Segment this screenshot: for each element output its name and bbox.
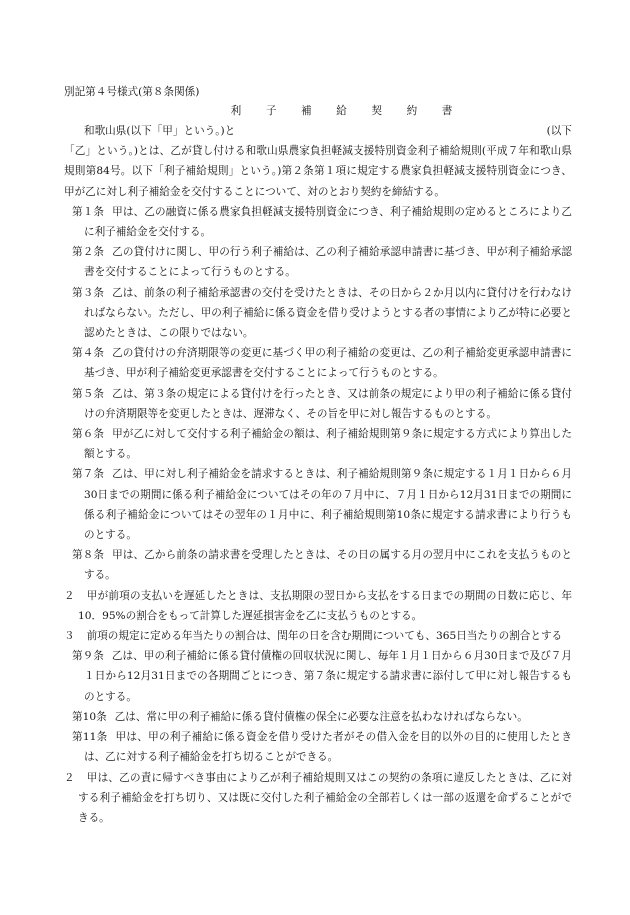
clause-text: 乙の貸付けの弁済期限等の変更に基づく甲の利子補給の変更は、乙の利子補給変更承認申請書に基づき、甲が利子補給変更承認書を交付することによって行うものとする。: [84, 347, 572, 380]
clause-article: [64, 727, 572, 767]
clause-number: 第６条: [72, 428, 105, 441]
clause-text: 乙は、常に甲の利子補給に係る貸付債権の保全に必要な注意を払わなければならない。: [114, 710, 528, 723]
clause-text: 乙は、甲に対し利子補給金を請求するときは、利子補給規則第９条に規定する１月１日から６月30日までの期間に係る利子補給金についてはその年の７月中に、７月１日から12月31日までの期間に係る利子補給金についてはその翌年の１月中に、利子補給規則第10条に規定する請求書により行うものとする。: [84, 468, 572, 542]
clause-number: 第８条: [72, 549, 105, 562]
clause-article: [64, 424, 572, 464]
clause-subparagraph: [64, 626, 572, 646]
clause-text: 乙は、第３条の規定による貸付けを行ったとき、又は前条の規定により甲の利子補給に係る貸付けの弁済期限等を変更したときは、遅滞なく、その旨を甲に対し報告するものとする。: [84, 387, 572, 420]
clause-article: [64, 283, 572, 344]
clause-number: 第９条: [72, 650, 104, 663]
clause-number: 第４条: [72, 347, 105, 360]
clause-number: 第10条: [72, 710, 107, 723]
clause-article: [64, 707, 572, 727]
clause-text: 甲は、乙の融資に係る農家負担軽減支援特別資金につき、利子補給規則の定めるところにより乙に利子補給金を交付する。: [84, 205, 572, 239]
clause-text: 乙は、甲の利子補給に係る貸付債権の回収状況に関し、毎年１月１日から６月30日まで及び７月１日から12月31日までの各期間ごとにつき、第７条に規定する請求書に添付して甲に対し報告するものとする。: [84, 650, 572, 703]
clause-text: 前項の規定に定める年当たりの割合は、閏年の日を含む期間についても、365日当たりの割合とする: [86, 630, 563, 643]
clause-number: ２: [64, 589, 75, 602]
intro-paragraph: 「乙」という。)とは、乙が貸し付ける和歌山県農家負担軽減支援特別資金利子補給規則(平成７年和歌山県規則第84号。以下「利子補給規則」という。)第２条第１項に規定する農家負担軽減支援特別資金につき、甲が乙に対し利子補給金を交付することについて、対のとおり契約を締結する。: [64, 145, 572, 198]
document-title: 利 子 補 給 契 約 書: [230, 105, 460, 117]
clause-article: [64, 343, 572, 383]
clause-list: [64, 202, 572, 828]
clause-text: 甲は、甲の利子補給に係る資金を借り受けた者がその借入金を目的以外の目的に使用したときは、乙に対する利子補給金を打ち切ることができる。: [84, 731, 572, 764]
clause-article: [64, 202, 572, 242]
clause-subparagraph: [64, 586, 572, 626]
clause-number: 第５条: [72, 387, 105, 400]
clause-article: [64, 545, 572, 585]
clause-article: [64, 646, 572, 707]
clause-number: ２: [64, 771, 75, 784]
clause-number: 第11条: [72, 731, 108, 744]
clause-text: 乙は、前条の利子補給承認書の交付を受けたときは、その日から２か月以内に貸付けを行わなければならない。ただし、甲の利子補給に係る資金を借り受けようとする者の事情により乙が特に必要と認めたときは、この限りではない。: [84, 286, 572, 340]
clause-number: 第２条: [72, 246, 105, 259]
clause-article: [64, 384, 572, 424]
intro-party-b-label: (以下: [546, 125, 572, 137]
clause-number: 第１条: [72, 205, 105, 218]
intro-party-a: 和歌山県(以下「甲」という。)と: [84, 125, 236, 137]
clause-article: [64, 242, 572, 282]
clause-subparagraph: [64, 768, 572, 829]
clause-number: 第３条: [72, 286, 105, 299]
clause-text: 甲は、乙の責に帰すべき事由により乙が利子補給規則又はこの契約の条項に違反したときは、乙に対する利子補給金を打ち切り、又は既に交付した利子補給金の全部若しくは一部の返還を命ずることができる。: [78, 771, 572, 824]
clause-text: 甲が前項の支払いを遅延したときは、支払期限の翌日から支払をする日までの期間の日数に応じ、年10．95%の割合をもって計算した遅延損害金を乙に支払うものとする。: [78, 589, 573, 622]
clause-article: [64, 464, 572, 545]
form-label: 別記第４号様式(第８条関係): [64, 86, 200, 98]
clause-text: 甲が乙に対して交付する利子補給金の額は、利子補給規則第９条に規定する方式により算出した額とする。: [84, 428, 572, 461]
clause-number: ３: [64, 630, 75, 643]
clause-text: 甲は、乙から前条の請求書を受理したときは、その日の属する月の翌月中にこれを支払うものとする。: [84, 549, 572, 582]
clause-number: 第７条: [72, 468, 105, 481]
clause-text: 乙の貸付けに関し、甲の行う利子補給は、乙の利子補給承認申請書に基づき、甲が利子補給承認書を交付することによって行うものとする。: [84, 246, 572, 279]
intro-first-line: [64, 121, 572, 141]
document-body: [64, 121, 572, 828]
